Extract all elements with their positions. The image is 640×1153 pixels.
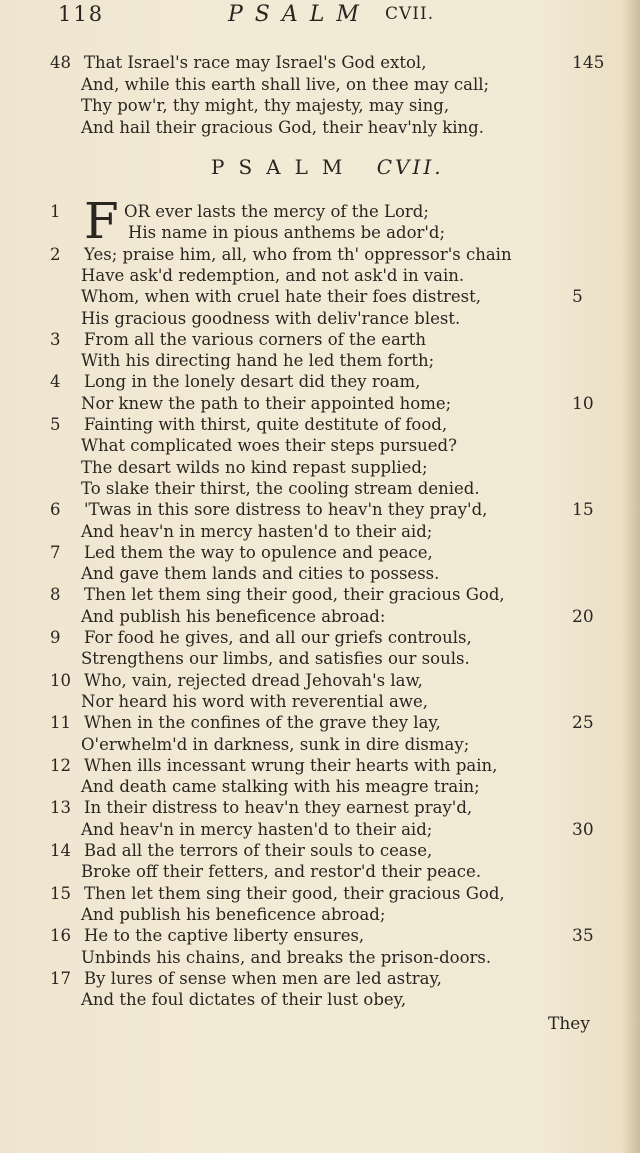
verse-text: Unbinds his chains, and breaks the prison-doors. bbox=[81, 947, 492, 967]
line-number: 25 bbox=[572, 713, 594, 734]
verse-text: Yes; praise him, all, who from th' oppressor's chain bbox=[84, 244, 512, 264]
verse-line bbox=[0, 371, 600, 393]
verse-number: 3 bbox=[50, 329, 61, 349]
verse-line bbox=[0, 670, 600, 692]
verse-line bbox=[0, 776, 600, 798]
verse-number: 9 bbox=[50, 628, 61, 647]
verse-number: 6 bbox=[50, 500, 61, 520]
verse-text: In their distress to heav'n they earnest pray'd, bbox=[84, 798, 473, 818]
verse-text: By lures of sense when men are led astray, bbox=[84, 968, 442, 988]
verse-number: 17 bbox=[50, 968, 71, 988]
verse-number: 8 bbox=[50, 585, 61, 605]
verse-text: And heav'n in mercy hasten'd to their aid; bbox=[81, 521, 433, 541]
verse-number: 2 bbox=[50, 244, 61, 264]
verse-line bbox=[0, 755, 600, 777]
verse-text: Long in the lonely desart did they roam, bbox=[84, 372, 421, 392]
verse-text: He to the captive liberty ensures, bbox=[84, 926, 365, 946]
verse-line bbox=[0, 797, 600, 819]
verse-text: From all the various corners of the earth bbox=[84, 329, 427, 349]
verse-text: Have ask'd redemption, and not ask'd in vain. bbox=[81, 265, 465, 285]
verse-line bbox=[0, 968, 600, 990]
verse-text: With his directing hand he led them forth; bbox=[81, 351, 435, 371]
verse-line bbox=[0, 883, 600, 905]
verse-number: 11 bbox=[50, 713, 71, 733]
psalm-heading-number: CVII. bbox=[376, 155, 444, 179]
verse-text: OR ever lasts the mercy of the Lord; bbox=[124, 202, 429, 221]
verse-text: And hail their gracious God, their heav'nly king. bbox=[81, 117, 484, 137]
verse-text: That Israel's race may Israel's God extol, bbox=[84, 53, 427, 72]
running-title: PSALM bbox=[228, 2, 371, 27]
line-number: 20 bbox=[572, 606, 594, 627]
verse-line bbox=[0, 478, 600, 500]
page-edge-shadow bbox=[622, 0, 640, 1153]
verse-line bbox=[0, 95, 600, 117]
verse-line bbox=[0, 542, 600, 564]
verse-line bbox=[0, 819, 600, 841]
verse-line bbox=[0, 222, 600, 244]
verse-text: The desart wilds no kind repast supplied; bbox=[81, 457, 428, 477]
verse-number: 14 bbox=[50, 841, 71, 860]
verse-text: Then let them sing their good, their gracious God, bbox=[84, 585, 505, 605]
verse-line bbox=[0, 244, 600, 266]
psalm-heading bbox=[211, 155, 444, 179]
verse-line bbox=[0, 117, 600, 139]
verse-text: And publish his beneficence abroad: bbox=[81, 606, 386, 626]
verse-number: 1 bbox=[50, 202, 61, 221]
verse-line bbox=[0, 989, 600, 1011]
verse-line bbox=[0, 947, 600, 969]
line-number: 15 bbox=[572, 500, 594, 521]
verse-line bbox=[0, 74, 600, 96]
verse-number: 7 bbox=[50, 542, 61, 562]
verse-text: Whom, when with cruel hate their foes distrest, bbox=[81, 287, 481, 307]
verse-text: And death came stalking with his meagre train; bbox=[81, 777, 480, 797]
verse-text: Nor knew the path to their appointed home; bbox=[81, 393, 452, 413]
verse-line bbox=[0, 457, 600, 479]
verse-text: Who, vain, rejected dread Jehovah's law, bbox=[84, 670, 423, 690]
verse-text: Strengthens our limbs, and satisfies our souls. bbox=[81, 649, 470, 669]
verse-text: When ills incessant wrung their hearts with pain, bbox=[84, 755, 498, 775]
verse-line bbox=[0, 606, 600, 628]
line-number: 30 bbox=[572, 819, 594, 840]
verse-line bbox=[0, 286, 600, 308]
verse-text: His name in pious anthems be ador'd; bbox=[128, 223, 446, 243]
verse-line bbox=[0, 691, 600, 713]
verse-line bbox=[0, 499, 600, 521]
verse-line bbox=[0, 52, 605, 74]
verse-line bbox=[0, 840, 600, 862]
verse-text: And gave them lands and cities to possess. bbox=[81, 564, 440, 584]
verse-line bbox=[0, 521, 600, 543]
verse-line bbox=[0, 712, 600, 734]
running-psalm-number: CVII. bbox=[385, 4, 435, 24]
verse-line bbox=[0, 414, 600, 436]
verse-number: 13 bbox=[50, 798, 71, 818]
verse-text: And, while this earth shall live, on thee may call; bbox=[81, 74, 490, 94]
verse-line bbox=[0, 904, 600, 926]
verse-text: Then let them sing their good, their gracious God, bbox=[84, 883, 505, 903]
verse-text: His gracious goodness with deliv'rance blest. bbox=[81, 308, 461, 328]
verse-line bbox=[0, 563, 600, 585]
line-number: 5 bbox=[572, 287, 583, 308]
verse-line bbox=[0, 350, 600, 372]
verse-text: Thy pow'r, thy might, thy majesty, may sing, bbox=[81, 96, 450, 115]
verse-number: 16 bbox=[50, 926, 71, 946]
verse-text: O'erwhelm'd in darkness, sunk in dire dismay; bbox=[81, 734, 470, 754]
verse-line bbox=[0, 308, 600, 330]
line-number: 35 bbox=[572, 926, 594, 947]
verse-line bbox=[0, 393, 600, 415]
catchword: They bbox=[548, 1014, 590, 1034]
verse-line bbox=[0, 265, 600, 287]
verse-text: And the foul dictates of their lust obey, bbox=[81, 990, 407, 1010]
line-number: 145 bbox=[572, 53, 605, 73]
verse-line bbox=[0, 734, 600, 756]
verse-text: Nor heard his word with reverential awe, bbox=[81, 691, 428, 711]
drop-cap: F bbox=[84, 192, 119, 250]
verse-number: 10 bbox=[50, 670, 71, 690]
verse-number: 4 bbox=[50, 372, 61, 392]
verse-number: 48 bbox=[50, 53, 71, 72]
verse-number: 5 bbox=[50, 415, 61, 434]
verse-text: And heav'n in mercy hasten'd to their aid; bbox=[81, 819, 433, 839]
verse-text: To slake their thirst, the cooling stream denied. bbox=[81, 478, 480, 498]
verse-text: 'Twas in this sore distress to heav'n they pray'd, bbox=[84, 500, 488, 520]
page-number: 118 bbox=[58, 2, 105, 26]
verse-text: And publish his beneficence abroad; bbox=[81, 904, 386, 924]
line-number: 10 bbox=[572, 393, 594, 414]
verse-text: Led them the way to opulence and peace, bbox=[84, 542, 433, 562]
verse-line bbox=[0, 201, 600, 223]
verse-line bbox=[0, 648, 600, 670]
verse-text: When in the confines of the grave they lay, bbox=[84, 713, 441, 733]
running-head bbox=[58, 2, 588, 30]
verse-text: For food he gives, and all our griefs controuls, bbox=[84, 628, 472, 647]
verse-number: 12 bbox=[50, 755, 71, 775]
verse-line bbox=[0, 435, 600, 457]
verse-line bbox=[0, 627, 600, 649]
verse-line bbox=[0, 925, 600, 947]
verse-text: Broke off their fetters, and restor'd their peace. bbox=[81, 862, 482, 882]
verse-text: Bad all the terrors of their souls to cease, bbox=[84, 841, 433, 860]
verse-number: 15 bbox=[50, 883, 71, 903]
verse-text: Fainting with thirst, quite destitute of food, bbox=[84, 415, 448, 434]
psalm-heading-word: PSALM bbox=[211, 155, 357, 179]
verse-line bbox=[0, 861, 600, 883]
verse-line bbox=[0, 329, 600, 351]
verse-line bbox=[0, 584, 600, 606]
verse-text: What complicated woes their steps pursued? bbox=[81, 436, 457, 456]
